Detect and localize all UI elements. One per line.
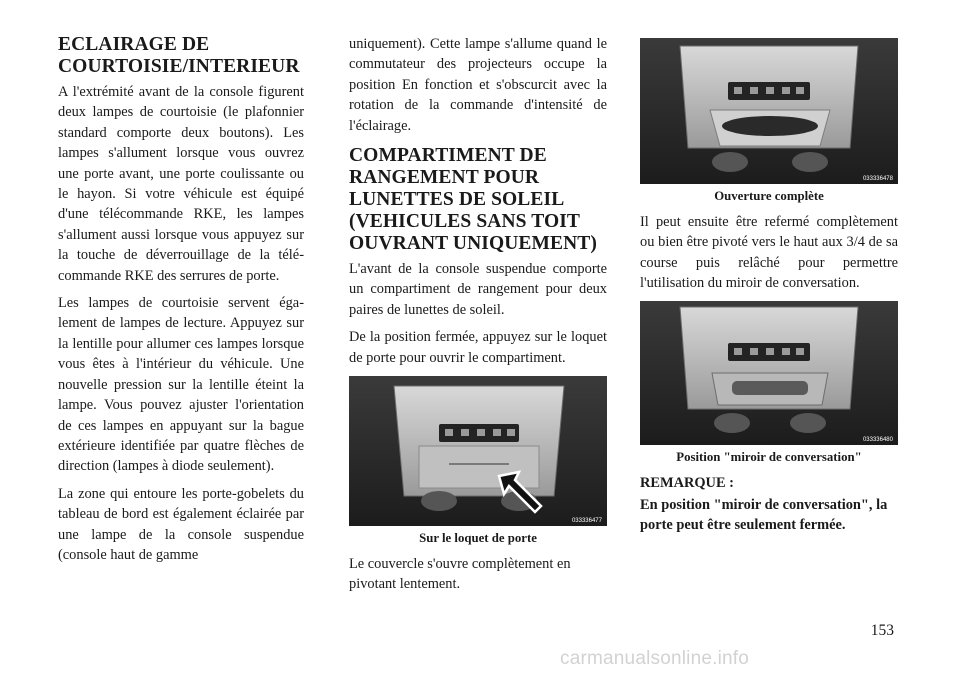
figure-caption: Sur le loquet de porte xyxy=(419,531,537,546)
paragraph: A l'extrémité avant de la console figurent deux lampes de courtoisie (le plafonnier standard comporte deux boutons). Les lampes s'allument lorsque vous ouvrez une porte avant, une porte coulissante ou le hayon. Si votre véhicule est équipé d'une télécommande RKE, les lampes s'allument aussi lorsque vous appuyez sur la touche de déverrouillage de la télécommande RKE des serrures de porte. xyxy=(58,84,304,284)
paragraph: La zone qui entoure les porte-gobelets du tableau de bord est également éclairée par une lampe de la console suspendue (console haut de gamme xyxy=(58,485,304,563)
remark-title: REMARQUE : xyxy=(640,474,734,491)
figure-code: 033336480 xyxy=(862,436,893,443)
column-2 xyxy=(349,34,607,602)
console-mirror-photo xyxy=(640,301,898,445)
paragraph: uniquement). Cette lampe s'allume quand le commutateur des projecteurs occupe la position En fonction et s'obscurcit avec la rotation de la commande d'intensité de l'éclairage. xyxy=(349,36,607,134)
page-number: 153 xyxy=(870,622,894,639)
section-heading-sunglasses-bin: COMPARTIMENT DE RANGEMENT POUR LUNETTES DE SOLEIL (VEHICULES SANS TOIT OUVRANT UNIQUEMENT) xyxy=(349,145,598,255)
paragraph: L'avant de la console suspendue comporte un compartiment de rangement pour deux paires de lunettes de soleil. xyxy=(349,261,607,318)
section-heading-courtesy-lights: ECLAIRAGE DE COURTOISIE/INTERIEUR xyxy=(58,34,300,77)
figure-door-latch xyxy=(349,376,607,526)
paragraph: De la position fermée, appuyez sur le loquet de porte pour ouvrir le compartiment. xyxy=(349,329,607,366)
paragraph: Les lampes de courtoisie servent également de lampes de lecture. Appuyez sur la lentille pour allumer ces lampes lorsque vous êtes à l'intérieur du véhicule. Une nouvelle pression sur la lentille éteint la lampe. Vous pouvez ajuster l'orientation de ces lampes en appuyant sur la bague extérieure identifiée par quatre flèches de direction (lampes à diode seulement). xyxy=(58,295,304,475)
figure-fully-open xyxy=(640,38,898,184)
figure-conversation-mirror xyxy=(640,301,898,445)
figure-caption: Ouverture complète xyxy=(714,189,824,203)
remark-body: En position "miroir de conversation", la porte peut être seulement fermée. xyxy=(640,496,888,534)
figure-code: 033336478 xyxy=(862,176,893,182)
figure-caption: Position "miroir de conversation" xyxy=(676,449,862,464)
console-open-photo xyxy=(640,38,898,184)
column-1 xyxy=(58,34,304,565)
paragraph: Il peut ensuite être refermé complètement ou bien être pivoté vers le haut aux 3/4 de sa course puis relâché pour permettre l'utilisation du miroir de conversation. xyxy=(640,214,898,292)
console-latch-photo xyxy=(349,376,607,526)
watermark: carmanualsonline.info xyxy=(560,648,750,669)
paragraph: Le couvercle s'ouvre complètement en pivotant lentement. xyxy=(349,556,571,593)
column-3 xyxy=(640,38,898,535)
figure-code: 033336477 xyxy=(571,518,602,525)
